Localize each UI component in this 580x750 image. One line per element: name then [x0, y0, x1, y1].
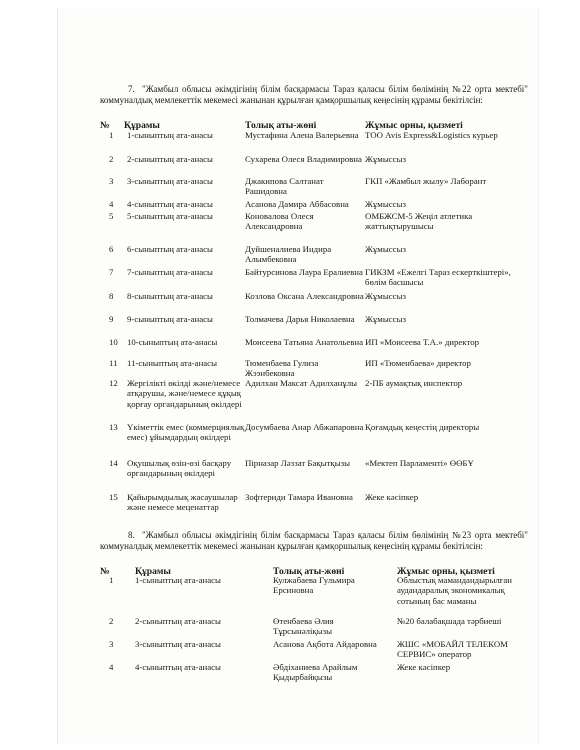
row-role: 8-сыныптың ата-анасы [127, 291, 213, 301]
row-full-name: Байтурсинова Лаура Ералиевна [245, 267, 363, 277]
row-role: 2-сыныптың ата-анасы [127, 154, 213, 164]
row-full-name: Коновалова Олеся Александровна [245, 211, 314, 232]
document-page [58, 8, 538, 744]
row-workplace: ГКП «Жамбыл жылу» Лаборант [365, 176, 487, 186]
row-number: 15 [109, 492, 118, 502]
section-7-intro [100, 84, 528, 106]
row-number: 2 [109, 154, 114, 164]
column-header-no: № [100, 120, 110, 131]
row-workplace: ГИКЗМ «Ежелгі Тараз ескерткіштері», бөлім басшысы [365, 267, 511, 288]
row-full-name: Козлова Оксана Александровна [245, 291, 364, 301]
row-workplace: ТОО Avis Express&Logistics курьер [365, 130, 498, 140]
row-workplace: ИП «Моисеева Т.А.» директор [365, 337, 479, 347]
section-8-intro [100, 530, 528, 552]
row-number: 9 [109, 314, 114, 324]
row-number: 1 [109, 130, 114, 140]
row-workplace: Облыстық мамандандырылған аудандаралық экономикалық сотының бас маманы [397, 575, 512, 606]
row-role: Оқушылық өзін-өзі басқару органдарының өкілдері [127, 458, 232, 479]
row-full-name: Тюменбаева Гулиза Жээнбековна [245, 358, 319, 379]
row-number: 4 [109, 199, 114, 209]
row-full-name: Зофтериди Тамара Ивановна [245, 492, 353, 502]
row-role: Жергілікті өкілді және/немесе атқарушы, және/немесе құқық қорғау органдарының өкілдері [127, 378, 242, 409]
row-number: 3 [109, 639, 114, 649]
row-role: 5-сыныптың ата-анасы [127, 211, 213, 221]
row-workplace: Жұмыссыз [365, 199, 406, 209]
column-header-job: Жұмыс орны, қызметі [365, 120, 463, 131]
row-number: 10 [109, 337, 118, 347]
row-workplace: Жұмыссыз [365, 314, 406, 324]
column-header-name: Толық аты-жөні [273, 566, 345, 577]
row-role: 3-сыныптың ата-анасы [127, 176, 213, 186]
row-workplace: Жұмыссыз [365, 244, 406, 254]
row-full-name: Досумбаева Анар Абжапаровна [245, 422, 364, 432]
row-full-name: Дуйшеналиева Индира Алымбековна [245, 244, 332, 265]
section-7-number: 7. [128, 84, 135, 94]
row-number: 6 [109, 244, 114, 254]
row-full-name: Адилхан Максат Адилханұлы [245, 378, 358, 388]
column-header-role: Құрамы [135, 566, 171, 577]
row-number: 12 [109, 378, 118, 388]
row-full-name: Әбдіханиева Арайлым Қыдырбайқызы [273, 662, 358, 683]
row-workplace: ОМБЖСМ-5 Жеңіл атлетика жаттықтырушысы [365, 211, 473, 232]
row-workplace: Жұмыссыз [365, 291, 406, 301]
row-full-name: Сухарева Олеся Владимировна [245, 154, 362, 164]
row-full-name: Толмачева Дарья Николаевна [245, 314, 355, 324]
row-role: Үкіметтік емес (коммерциялық емес) ұйымдардың өкілдері [127, 422, 245, 443]
row-role: 6-сыныптың ата-анасы [127, 244, 213, 254]
column-header-job: Жұмыс орны, қызметі [397, 566, 495, 577]
row-number: 11 [109, 358, 118, 368]
column-header-name: Толық аты-жөні [245, 120, 317, 131]
row-full-name: Пірназар Ләззат Бақытқызы [245, 458, 350, 468]
row-full-name: Моисеева Татьяна Анатольевна [245, 337, 364, 347]
row-role: 3-сыныптың ата-анасы [135, 639, 221, 649]
row-workplace: ЖШС «МОБАЙЛ ТЕЛЕКОМ СЕРВИС» оператор [397, 639, 508, 660]
row-number: 5 [109, 211, 114, 221]
row-number: 7 [109, 267, 114, 277]
row-workplace: «Мектеп Парламенті» ӨӨБҰ [365, 458, 474, 468]
row-number: 8 [109, 291, 114, 301]
row-workplace: Жеке кәсіпкер [397, 662, 451, 672]
row-number: 1 [109, 575, 114, 585]
row-role: 4-сыныптың ата-анасы [135, 662, 221, 672]
row-workplace: Жеке кәсіпкер [365, 492, 419, 502]
row-full-name: Асанова Дамира Аббасовна [245, 199, 349, 209]
column-header-no: № [100, 566, 110, 577]
row-workplace: 2-ПБ аумақтық инспектор [365, 378, 463, 388]
row-workplace: ИП «Тюменбаева» директор [365, 358, 471, 368]
section-8-intro-text: "Жамбыл облысы әкімдігінің білім басқармасы Тараз қаласы білім бөлімінің №23 орта мектебі" коммуналдық мемлекеттік мекемесі жанынан құрылған қамқоршылық кеңесінің құрамы бекітілсін: [100, 530, 528, 551]
row-workplace: Жұмыссыз [365, 154, 406, 164]
row-role: 2-сыныптың ата-анасы [135, 616, 221, 626]
row-role: 1-сыныптың ата-анасы [135, 575, 221, 585]
row-role: Қайырымдылық жасаушылар және немесе меценаттар [127, 492, 238, 513]
row-role: 9-сыныптың ата-анасы [127, 314, 213, 324]
row-role: 10-сыныптың ата-анасы [127, 337, 218, 347]
row-role: 4-сыныптың ата-анасы [127, 199, 213, 209]
row-full-name: Кулжабаева Гульмира Ерсиновна [273, 575, 355, 596]
row-number: 3 [109, 176, 114, 186]
row-full-name: Өтенбаева Әлия Тұрсынәліқызы [273, 616, 334, 637]
row-full-name: Асанова Ақбота Айдаровна [273, 639, 377, 649]
row-full-name: Мустафина Алена Валерьевна [245, 130, 359, 140]
section-8-number: 8. [128, 530, 135, 540]
row-number: 13 [109, 422, 118, 432]
row-role: 7-сыныптың ата-анасы [127, 267, 213, 277]
row-number: 2 [109, 616, 114, 626]
row-full-name: Джакипова Салтанат Рашидовна [245, 176, 324, 197]
row-workplace: Қоғамдық кеңестің директоры [365, 422, 480, 432]
row-role: 1-сыныптың ата-анасы [127, 130, 213, 140]
column-header-role: Құрамы [124, 120, 160, 131]
row-number: 4 [109, 662, 114, 672]
row-number: 14 [109, 458, 118, 468]
section-7-intro-text: "Жамбыл облысы әкімдігінің білім басқармасы Тараз қаласы білім бөлімінің №22 орта мектебі" коммуналдық мемлекеттік мекемесі жанынан құрылған қамқоршылық кеңесінің құрамы бекітілсін: [100, 84, 528, 105]
row-role: 11-сыныптың ата-анасы [127, 358, 217, 368]
row-workplace: №20 балабақшада тәрбиеші [397, 616, 502, 626]
